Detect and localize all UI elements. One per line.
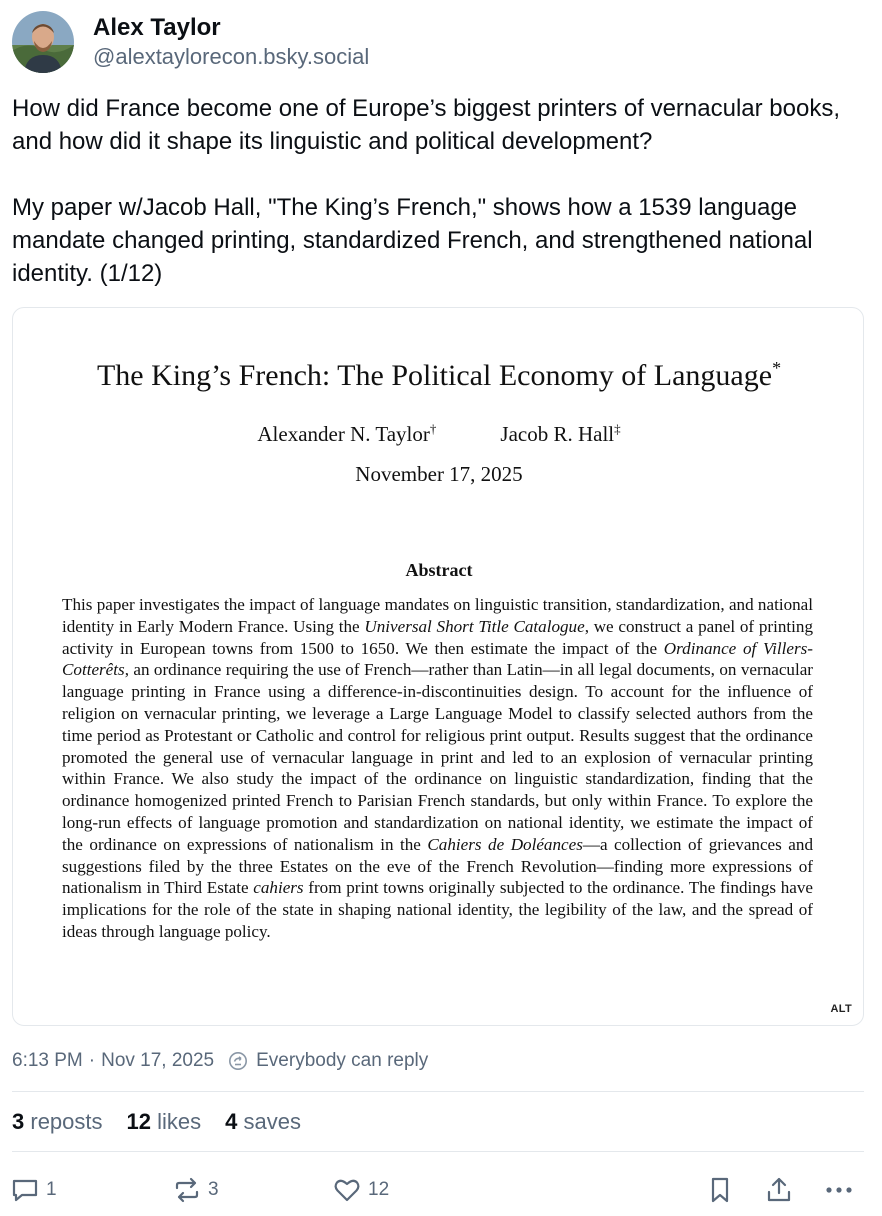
alt-badge[interactable]: ALT: [830, 1003, 852, 1015]
paper-page: [13, 308, 864, 1026]
post-time: 6:13 PM: [12, 1050, 83, 1071]
bookmark-button[interactable]: [705, 1170, 735, 1210]
share-button[interactable]: [764, 1170, 794, 1210]
post-paragraph-1: How did France become one of Europe’s biggest printers of vernacular books, and how did it shape its linguistic and political development?: [12, 95, 841, 155]
reply-setting[interactable]: Everybody can reply: [256, 1050, 429, 1071]
author-handle[interactable]: @alextaylorecon.bsky.social: [93, 44, 370, 69]
abstract-italic-term: Cahiers de Doléances: [427, 834, 583, 854]
paper-author-2: [500, 416, 620, 447]
abstract-italic-term: Ordinance of Villers-Cotterêts: [62, 638, 813, 680]
reply-button[interactable]: [10, 1170, 57, 1210]
more-options-button[interactable]: [822, 1170, 856, 1210]
post-text: [12, 92, 870, 290]
paper-author-1-mark: †: [429, 421, 437, 436]
post-meta: [12, 1046, 428, 1076]
share-icon: [764, 1175, 794, 1205]
abstract-body: [62, 594, 813, 943]
abstract-text-segment: —a collection of grievances and suggestions filed by the three Estates on the eve of the French Revolution—finding more expressions of nationalism in Third Estate: [62, 834, 813, 898]
repost-button[interactable]: [172, 1170, 219, 1210]
paper-author-2-name: Jacob R. Hall: [500, 422, 615, 446]
repost-count: 3: [208, 1179, 219, 1200]
paper-title-mark: *: [772, 358, 782, 378]
likes-stat[interactable]: [127, 1109, 202, 1135]
more-options-icon: [822, 1175, 856, 1205]
likes-count: 12: [126, 1109, 152, 1134]
heart-icon: [332, 1175, 362, 1205]
reply-count: 1: [46, 1179, 57, 1200]
saves-stat[interactable]: [225, 1109, 301, 1135]
paper-date: November 17, 2025: [355, 462, 523, 486]
abstract-text-segment: , an ordinance requiring the use of French—rather than Latin—in all legal documents, on vernacular language printing in France using a difference-in-discontinuities design. To account for the influence of religion on vernacular printing, we leverage a Large Language Model to classify selected authors from the time period as Protestant or Catholic and control for religious print output. Results suggest that the ordinance promoted the general use of vernacular language in print and led to an explosion of vernacular printing within France. We also study the impact of the ordinance on linguistic standardization, finding that the ordinance homogenized printed French to Parisian French standards, but only within France. To explore the long-run effects of language promotion and standardization on national identity, we estimate the impact of the ordinance on expressions of nationalism in the: [62, 660, 813, 854]
reply-setting-icon: [228, 1051, 248, 1071]
post-header: [12, 10, 872, 74]
abstract-italic-term: cahiers: [253, 878, 304, 898]
reposts-label: reposts: [30, 1109, 103, 1134]
saves-label: saves: [243, 1109, 302, 1134]
author-display-name[interactable]: Alex Taylor: [93, 14, 221, 41]
paper-title-text: The King’s French: The Political Economy of Language: [96, 359, 773, 392]
embedded-image[interactable]: [12, 307, 864, 1026]
reposts-count: 3: [12, 1109, 25, 1134]
post-date: Nov 17, 2025: [101, 1050, 215, 1071]
paper-author-1: [257, 416, 436, 447]
divider-top: [12, 1091, 864, 1092]
avatar[interactable]: [12, 11, 74, 73]
like-count: 12: [368, 1179, 390, 1200]
reposts-stat[interactable]: [12, 1109, 103, 1135]
paper-author-1-name: Alexander N. Taylor: [257, 422, 430, 446]
likes-label: likes: [157, 1109, 202, 1134]
reply-icon: [10, 1175, 40, 1205]
paper-author-2-mark: ‡: [614, 421, 621, 436]
post-paragraph-2: My paper w/Jacob Hall, "The King’s French," shows how a 1539 language mandate changed printing, standardized French, and strengthened national identity. (1/12): [12, 194, 813, 287]
paper-title: [13, 350, 864, 394]
action-bar: [0, 1170, 882, 1210]
post-stats: [12, 1107, 325, 1137]
abstract-heading: Abstract: [405, 560, 473, 580]
paper-authors: [13, 416, 864, 447]
abstract-text-segment: from print towns originally subjected to the ordinance. The findings have implications for the role of the state in shaping national identity, the legibility of the law, and the spread of ideas through language policy.: [62, 878, 813, 941]
saves-count: 4: [225, 1109, 238, 1134]
abstract-text-segment: , we construct a panel of printing activity in European towns from 1500 to 1650. We then estimate the impact of the: [62, 616, 813, 658]
repost-icon: [172, 1175, 202, 1205]
bookmark-icon: [705, 1175, 735, 1205]
like-button[interactable]: [332, 1170, 389, 1210]
meta-separator: ·: [88, 1050, 96, 1071]
abstract-italic-term: Universal Short Title Catalogue: [364, 616, 585, 636]
divider-bottom: [12, 1151, 864, 1152]
abstract-text-segment: This paper investigates the impact of language mandates on linguistic transition, standardization, and national identity in Early Modern France. Using the: [62, 595, 813, 636]
